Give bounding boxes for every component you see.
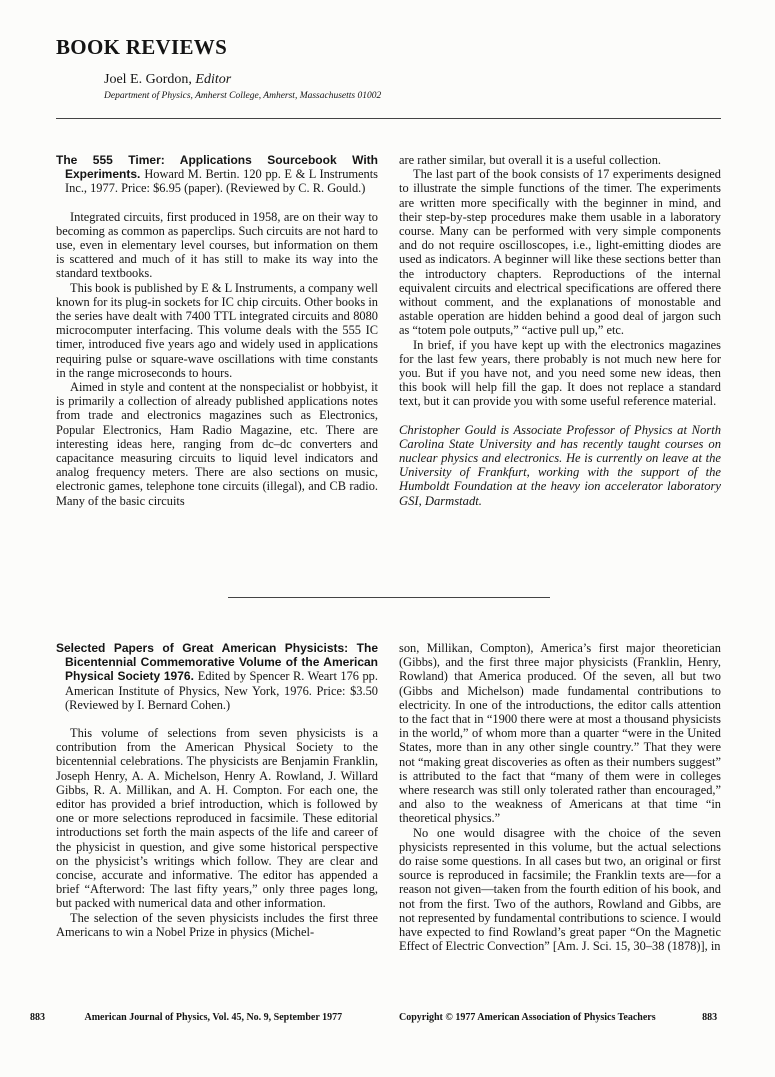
editor-name: Joel E. Gordon, [104, 72, 192, 87]
review1-paragraph: are rather similar, but overall it is a useful collection. [399, 153, 662, 167]
review1-right-column [399, 153, 721, 508]
review2-paragraph: son, Millikan, Compton), America’s first major theoretician (Gibbs), and the first three major physicists (Franklin, Henry, Rowland) that America produced. Of the seven, all but two (Gibbs and Michelson) made fundamental contributions to electricity. In one of the introductions, the editor calls attention to the fact that in “1900 there were at most a thousand physicists in the world,” of whom more than a quarter “were in the United States, more than in any other single country.” That they were not “making great discoveries as often as their numbers suggest” is attributed to the fact that “many of them were in colleges where research was still only tolerated rather than encouraged,” and also to the weakness of Americans at that time “in theoretical physics.” [399, 641, 721, 826]
review2-paragraph: The selection of the seven physicists includes the first three Americans to win a Nobel Prize in physics (Michel- [56, 910, 378, 939]
review2-paragraph: No one would disagree with the choice of the seven physicists represented in this volume, but the actual selections do raise some questions. In all cases but two, an original or first source is reproduced in facsimile; the Franklin texts are—for a reason not given—taken from the fourth edition of his book, and not from the first. Two of the authors, Rowland and Gibbs, are not represented by fundamental contributions to science. I would have expected to find Rowland’s great paper “On the Magnetic Effect of Electric Convection” [Am. J. Sci. 15, 30–38 (1878)], in [399, 825, 721, 954]
copyright-notice: Copyright © 1977 American Association of Physics Teachers [399, 1012, 656, 1023]
review2-paragraph: This volume of selections from seven physicists is a contribution from the American Physical Society to the bicentennial celebrations. The physicists are Benjamin Franklin, Joseph Henry, A. A. Michelson, Henry A. Rowland, J. Willard Gibbs, R. A. Millikan, and A. H. Compton. For each one, the editor has provided a brief introduction, which is followed by one or more selections reproduced in facsimile. These editorial introductions set forth the main aspects of the life and career of the physicist in question, and give some historical perspective on the physicist’s writings which follow. They are clear and concise, accurate and informative. The editor has appended a brief “Afterword: The last fifty years,” only three pages long, but packed with numerical data and other information. [56, 726, 378, 911]
review2-heading [56, 641, 378, 712]
editor-role: Editor [195, 72, 232, 87]
review1-paragraph: In brief, if you have kept up with the electronics magazines for the last few years, there probably is not much new here for you. But if you have not, and you need some new ideas, then this book will help fill the gap. It does not replace a standard text, but it can provide you with some useful reference material. [399, 337, 721, 409]
review2-right-column [399, 641, 721, 953]
reviewer-bio: Christopher Gould is Associate Professor of Physics at North Carolina State University and has recently taught courses on nuclear physics and electronics. He is currently on leave at the University of Frankfurt, working with the support of the Humboldt Foundation at the heavy ion accelerator laboratory GSI, Darmstadt. [399, 422, 721, 508]
review2-citation: Edited by Spencer R. Weart 176 pp. American Institute of Physics, New York, 1976. Price: $3.50 (Reviewed by I. Bernard Cohen.) [65, 669, 378, 712]
footer-right [399, 1012, 717, 1023]
review2-title: Selected Papers of Great American Physicists: The Bicentennial Commemorative Volume of the American Physical Society 1976. [56, 641, 378, 684]
review1-title: The 555 Timer: Applications Sourcebook With Experiments. [56, 153, 378, 182]
review1-paragraph: This book is published by E & L Instruments, a company well known for its plug-in sockets for IC chip circuits. Other books in the series have dealt with 7400 TTL integrated circuits and 8080 microcomputer interfacing. This volume deals with the 555 IC timer, introduced five years ago and widely used in applications requiring pulse or square-wave oscillations with time constants in the range microseconds to hours. [56, 280, 378, 380]
page-number-right: 883 [702, 1012, 718, 1023]
journal-citation: American Journal of Physics, Vol. 45, No. 9, September 1977 [84, 1012, 343, 1023]
review2-left-column [56, 641, 378, 939]
editor-line [104, 72, 231, 88]
review1-heading [56, 153, 378, 196]
page-number-left: 883 [30, 1012, 45, 1023]
review-separator [228, 597, 550, 598]
header-rule [56, 118, 721, 119]
review1-left-column [56, 153, 378, 508]
section-title: BOOK REVIEWS [56, 35, 228, 59]
review1-citation: Howard M. Bertin. 120 pp. E & L Instruments Inc., 1977. Price: $6.95 (paper). (Reviewed by C. R. Gould.) [65, 167, 378, 196]
footer-left [30, 1012, 342, 1023]
review1-paragraph: The last part of the book consists of 17 experiments designed to illustrate the simple functions of the timer. The experiments are written more specifically with the beginner in mind, and their step-by-step procedures make them usable in a laboratory course. Many can be performed with very simple components and do not require oscilloscopes, i.e., light-emitting diodes are used as indicators. A beginner will like these sections better than the introductory chapters. Reproductions of the internal equivalent circuits and electrical specifications are offered there without comment, and the explanations of monostable and astable operation are hidden behind a good deal of jargon such as “totem pole outputs,” “active pull up,” etc. [399, 167, 721, 338]
review1-paragraph: Aimed in style and content at the nonspecialist or hobbyist, it is primarily a collection of already published applications notes from trade and electronics magazines such as Electronics, Popular Electronics, Ham Radio Magazine, etc. There are interesting ideas here, ranging from dc–dc converters and capacitance measuring circuits to liquid level indicators and analog frequency meters. There are also sections on music, electronic games, telephone tone circuits (illegal), and CB radio. Many of the basic circuits [56, 380, 378, 508]
review1-paragraph: Integrated circuits, first produced in 1958, are on their way to becoming as common as paperclips. Such circuits are not hard to use, even in elementary level courses, but information on them is scattered and much of it has still to make its way into the standard textbooks. [56, 209, 378, 281]
department-address: Department of Physics, Amherst College, Amherst, Massachusetts 01002 [104, 91, 382, 101]
